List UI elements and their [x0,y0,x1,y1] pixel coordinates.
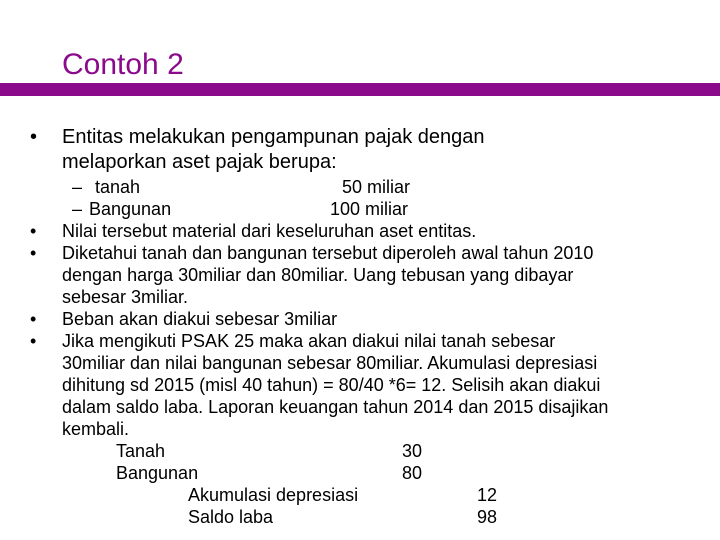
journal-account: Akumulasi depresiasi [188,485,359,505]
slide-title: Contoh 2 [62,48,184,81]
bullet-5-line-2: 30miliar dan nilai bangunan sebesar 80miliar. Akumulasi depresiasi [62,353,598,373]
bullet-3-line-2: dengan harga 30miliar dan 80miliar. Uang tebusan yang dibayar [62,265,574,285]
bullet-glyph: • [30,126,38,148]
bullet-5-line-3: dihitung sd 2015 (misl 40 tahun) = 80/40 *6= 12. Selisih akan diakui [62,375,601,395]
journal-credit: 98 [477,507,498,527]
journal-debit: 30 [402,441,423,461]
bullet-5-line-1: Jika mengikuti PSAK 25 maka akan diakui nilai tanah sebesar [62,331,556,351]
bullet-glyph: • [30,243,37,263]
bullet-3-line-3: sebesar 3miliar. [62,287,189,307]
journal-credit: 12 [477,485,498,505]
journal-account: Bangunan [116,463,199,483]
bullet-4-line-1: Beban akan diakui sebesar 3miliar [62,309,338,329]
journal-debit: 80 [402,463,423,483]
sub-dash: – [72,177,83,197]
bullet-2-line-1: Nilai tersebut material dari keseluruhan aset entitas. [62,221,477,241]
bullet-glyph: • [30,331,37,351]
sub-item-2-value: 100 miliar [330,199,409,219]
bullet-glyph: • [30,221,37,241]
bullet-glyph: • [30,309,37,329]
bullet-1-line-1: Entitas melakukan pengampunan pajak dengan [62,126,485,148]
bullet-3-line-1: Diketahui tanah dan bangunan tersebut diperoleh awal tahun 2010 [62,243,594,263]
journal-account: Saldo laba [188,507,274,527]
bullet-5-line-5: kembali. [62,419,130,439]
journal-account: Tanah [116,441,166,461]
sub-item-1-value: 50 miliar [342,177,411,197]
sub-dash: – [72,199,83,219]
title-underline-bar [0,83,720,96]
bullet-5-line-4: dalam saldo laba. Laporan keuangan tahun 2014 dan 2015 disajikan [62,397,609,417]
bullet-1-line-2: melaporkan aset pajak berupa: [62,151,337,173]
sub-item-2-label: Bangunan [89,199,172,219]
sub-item-1-label: tanah [95,177,141,197]
